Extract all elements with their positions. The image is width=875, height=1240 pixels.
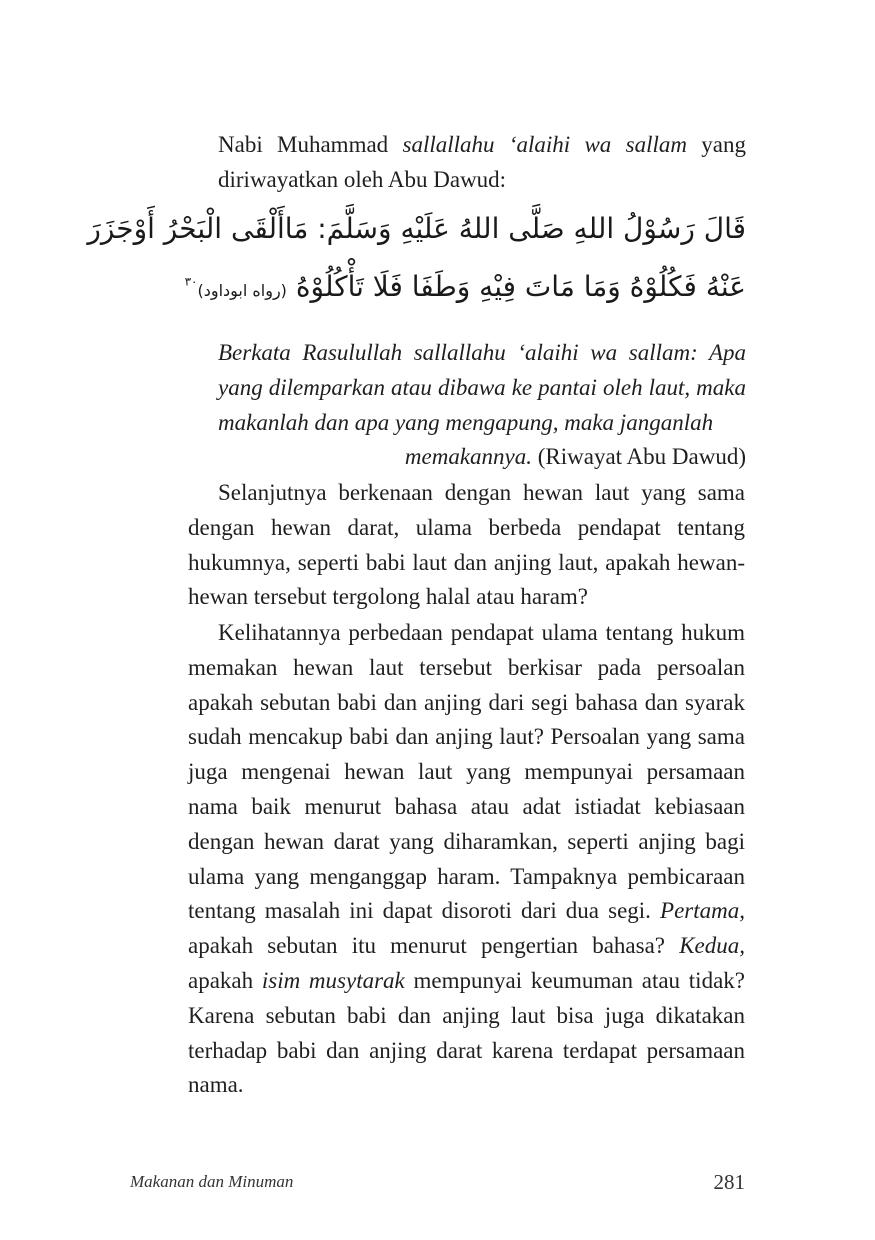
hadith-translation [218,336,746,475]
intro-suffix: yang diriwayatkan oleh Abu Dawud: [218,132,746,192]
footnote-marker: ٣٠ [184,274,198,289]
paragraph-2-part-3: apakah [188,967,262,993]
translation-last-word: memakannya. [404,444,532,470]
paragraph-1: Selanjutnya berkenaan dengan hewan laut yang sama dengan hewan darat, ulama berbeda pendapat tentang hukumnya, seperti babi laut dan anjing laut, apakah hewan-hewan tersebut tergolong halal atau haram? [188,480,745,610]
paragraph-2-part-1: Kelihatannya perbedaan pendapat ulama tentang hukum memakan hewan laut tersebut berkisar pada persoalan apakah sebutan babi dan anjing dari segi bahasa dan syarak sudah mencakup babi dan anjing laut? Persoalan yang sama juga mengenai hewan laut yang mempunyai persamaan nama baik menurut bahasa atau adat istiadat kebiasaan dengan hewan darat yang diharamkan, seperti anjing bagi ulama yang menganggap haram. Tampaknya pembicaraan tentang masalah ini dapat disoroti dari dua segi. [188,620,745,924]
paragraph-2-part-4: mempunyai keumuman atau tidak? Karena sebutan babi dan anjing laut bisa juga dikatakan terhadap babi dan anjing darat karena terdapat persamaan nama. [188,967,745,1098]
translation-text: Berkata Rasulullah sallallahu ‘alaihi wa sallam: Apa yang dilemparkan atau dibawa ke pantai oleh laut, maka makanlah dan apa yang mengapung, maka janganlah [218,340,746,435]
hadith-arabic-line-2 [184,270,746,303]
intro-paragraph [218,128,746,198]
hadith-arabic-line-1 [87,212,746,245]
paragraph-2-isim: isim musytarak [261,967,405,993]
intro-honorific: sallallahu ‘alaihi wa sallam [402,132,687,157]
hadith-source: (رواه ابوداود) [197,281,287,300]
intro-prefix: Nabi Muhammad [218,132,403,157]
hadith-arabic-text-2: عَنْهُ فَكُلُوْهُ وَمَا مَاتَ فِيْهِ وَطَفَا فَلَا تَأْكُلُوْهُ [295,270,746,303]
page-number: 281 [713,1170,745,1194]
hadith-arabic-text-1: قَالَ رَسُوْلُ اللهِ صَلَّى اللهُ عَلَيْهِ وَسَلَّمَ: مَاأَلْقَى الْبَحْرُ أَوْجَزَرَ [87,212,746,245]
translation-last-line [218,440,746,475]
paragraph-2-kedua: Kedua, [679,933,745,959]
running-footer-title: Makanan dan Minuman [130,1172,294,1191]
paragraph-2-pertama: Pertama, [660,898,745,924]
paragraph-2-part-2: apakah sebutan itu menurut pengertian bahasa? [188,933,680,959]
paragraph-2 [188,616,745,1103]
translation-citation: (Riwayat Abu Dawud) [532,444,746,470]
